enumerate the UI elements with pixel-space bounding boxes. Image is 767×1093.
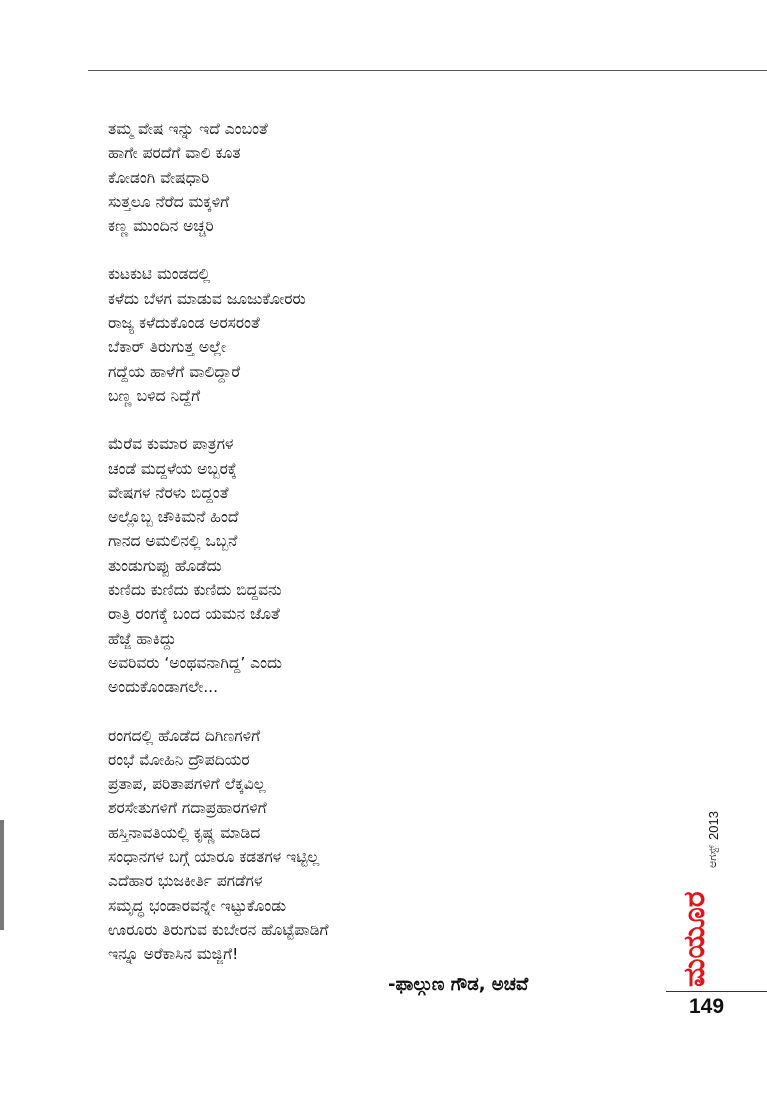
poem-line: ಗಾನದ ಅಮಲಿನಲ್ಲಿ ಒಬ್ಬನೆ [108,532,238,551]
poem-line: ಕಣ್ಣ ಮುಂದಿನ ಅಚ್ಚರಿ [108,217,214,236]
poem-line: ರಾತ್ರಿ ರಂಗಕ್ಕೆ ಬಂದ ಯಮನ ಜೊತೆ [108,605,280,624]
issue-month-text: ಆಗಸ್ಟ್ [706,844,719,868]
poem-line: ಬಣ್ಣ ಬಳಿದ ನಿದ್ದೆಗೆ [108,386,201,405]
poem-line: ಬೆಕಾರ್ ತಿರುಗುತ್ತ ಅಲ್ಲೇ [108,338,227,357]
poem-line: ತುಂಡುಗುಪ್ಪು ಹೊಡೆದು [108,556,222,575]
magazine-logo-text: ಮಯೂರ [677,891,712,987]
poem-body [108,117,628,991]
poem-line: ಸುತ್ತಲೂ ನೆರೆದ ಮಕ್ಕಳಿಗೆ [108,192,230,211]
poem-line: ಸಂಧಾನಗಳ ಬಗ್ಗೆ ಯಾರೂ ಕಡತಗಳ ಇಟ್ಟಿಲ್ಲ [108,848,320,867]
poem-line: ರಂಭೆ ಮೋಹಿನಿ ದ್ರೌಪದಿಯರ [108,750,250,769]
poem-line: ಊರೂರು ತಿರುಗುವ ಕುಬೇರನ ಹೊಟ್ಟೆಪಾಡಿಗೆ [108,920,329,939]
poem-line: ರಾಜ್ಯ ಕಳೆದುಕೊಂಡ ಅರಸರಂತೆ [108,314,260,333]
page-number-rule [666,991,767,992]
poem-line: ಹಾಗೇ ಪರದೆಗೆ ವಾಲಿ ಕೂತ [108,144,241,163]
poem-stanza [108,724,628,967]
page-number: 149 [689,995,725,1018]
poem-stanza [108,117,628,238]
poem-line: ಹೆಜ್ಜೆ ಹಾಕಿದ್ದು [108,629,177,648]
poem-line: ಅಂದುಕೊಂಡಾಗಲೇ... [108,678,219,697]
issue-month [706,840,722,868]
issue-year [706,800,722,840]
poem-line: ಗದ್ದೆಯ ಹಾಳೆಗೆ ವಾಲಿದ್ದಾರೆ [108,362,241,381]
top-divider [88,70,767,71]
poem-stanza [108,262,628,408]
poem-line: ತಮ್ಮ ವೇಷ ಇನ್ನು ಇದೆ ಎಂಬಂತೆ [108,120,268,138]
left-margin-mark [0,820,4,930]
poem-line: ಕೋಡಂಗಿ ವೇಷಧಾರಿ [108,168,210,187]
poem-line: ಕುಟಕುಟಿ ಮಂಡದಲ್ಲಿ [108,265,211,284]
issue-year-text: 2013 [706,811,721,840]
poem-line: ಇನ್ನೂ ಅರೆಕಾಸಿನ ಮಜ್ಜಿಗೆ! [108,945,239,964]
magazine-logo [677,891,712,987]
poem-stanza [108,432,628,699]
poem-line: ಅಲ್ಲೊಬ್ಬ ಚೌಕಿಮನೆ ಹಿಂದೆ [108,508,239,527]
poem-author: -ಫಾಲ್ಗುಣ ಗೌಡ, ಅಚವೆ [388,974,529,995]
poem-line: ಚಂಡೆ ಮದ್ದಳೆಯ ಅಬ್ಬರಕ್ಕೆ [108,459,237,478]
poem-line: ಅವರಿವರು ‘ಅಂಥವನಾಗಿದ್ದ’ ಎಂದು [108,653,282,672]
poem-line: ರಂಗದಲ್ಲಿ ಹೊಡೆದ ದಿಗಿಣಗಳಿಗೆ [108,726,261,745]
poem-line: ಸಮೃದ್ಧ ಭಂಡಾರವನ್ನೇ ಇಟ್ಟುಕೊಂಡು [108,896,287,915]
poem-line: ಹಸ್ತಿನಾವತಿಯಲ್ಲಿ ಕೃಷ್ಣ ಮಾಡಿದ [108,823,261,842]
poem-line: ಮೆರೆವ ಕುಮಾರ ಪಾತ್ರಗಳ [108,435,234,454]
poem-line: ಶರಸೇತುಗಳಿಗೆ ಗದಾಪ್ರಹಾರಗಳಿಗೆ [108,799,267,818]
poem-line: ಕುಣಿದು ಕುಣಿದು ಕುಣಿದು ಬಿದ್ದವನು [108,581,282,600]
poem-line: ಎದೆಹಾರ ಭುಜಕೀರ್ತಿ ಪಗಡೆಗಳ [108,872,263,891]
poem-line: ವೇಷಗಳ ನೆರಳು ಬಿದ್ದಂತೆ [108,483,229,502]
poem-line: ಪ್ರತಾಪ, ಪರಿತಾಪಗಳಿಗೆ ಲೆಕ್ಕವಿಲ್ಲ [108,775,266,794]
poem-line: ಕಳೆದು ಬೆಳಗ ಮಾಡುವ ಜೂಜುಕೋರರು [108,289,306,308]
